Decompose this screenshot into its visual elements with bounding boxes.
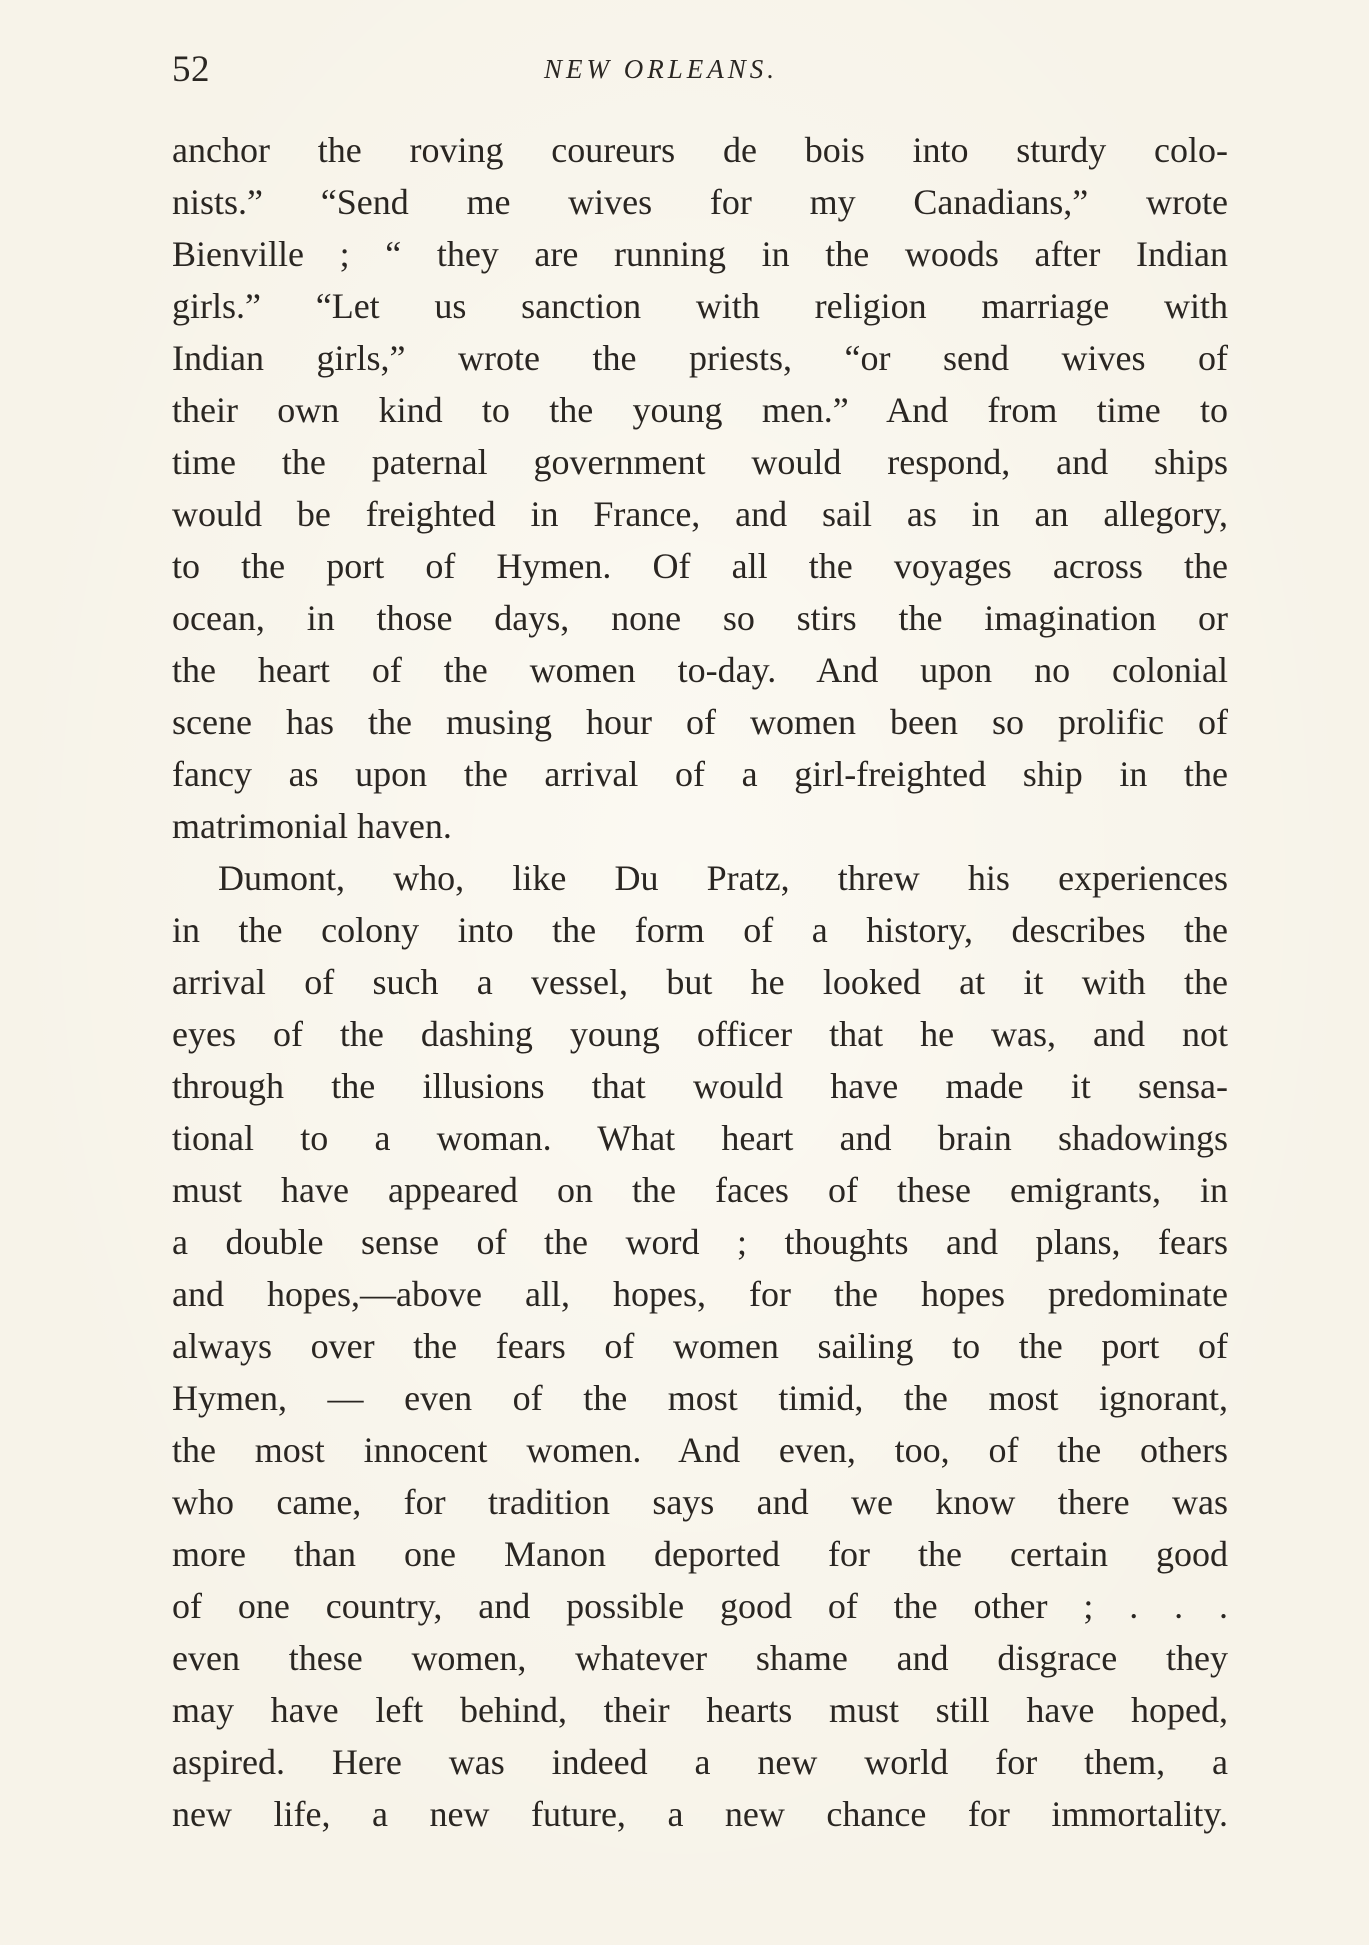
text-line: eyes of the dashing young officer that he was, and not bbox=[172, 1014, 1228, 1054]
text-line: Bienville ; “ they are running in the woods after Indian bbox=[172, 234, 1228, 274]
text-line: even these women, whatever shame and disgrace they bbox=[172, 1638, 1228, 1678]
text-line: of one country, and possible good of the other ; . . . bbox=[172, 1586, 1228, 1626]
text-line: always over the fears of women sailing to the port of bbox=[172, 1326, 1228, 1366]
page-number: 52 bbox=[172, 49, 210, 90]
text-line: more than one Manon deported for the certain good bbox=[172, 1534, 1228, 1574]
page-header bbox=[172, 48, 1228, 108]
text-line: to the port of Hymen. Of all the voyages across the bbox=[172, 546, 1228, 586]
text-line: and hopes,—above all, hopes, for the hopes predominate bbox=[172, 1274, 1228, 1314]
text-line: the heart of the women to-day. And upon no colonial bbox=[172, 650, 1228, 690]
text-line: their own kind to the young men.” And from time to bbox=[172, 390, 1228, 430]
text-line: Hymen, — even of the most timid, the most ignorant, bbox=[172, 1378, 1228, 1418]
text-line: scene has the musing hour of women been so prolific of bbox=[172, 702, 1228, 742]
text-line: in the colony into the form of a history, describes the bbox=[172, 910, 1228, 950]
text-line: new life, a new future, a new chance for immortality. bbox=[172, 1794, 1228, 1834]
text-line: must have appeared on the faces of these emigrants, in bbox=[172, 1170, 1228, 1210]
text-line: the most innocent women. And even, too, of the others bbox=[172, 1430, 1228, 1470]
text-line: a double sense of the word ; thoughts and plans, fears bbox=[172, 1222, 1228, 1262]
text-line: who came, for tradition says and we know there was bbox=[172, 1482, 1228, 1522]
text-line: aspired. Here was indeed a new world for them, a bbox=[172, 1742, 1228, 1782]
text-line: time the paternal government would respond, and ships bbox=[172, 442, 1228, 482]
text-line: Indian girls,” wrote the priests, “or send wives of bbox=[172, 338, 1228, 378]
text-line: through the illusions that would have made it sensa- bbox=[172, 1066, 1228, 1106]
text-line: fancy as upon the arrival of a girl-freighted ship in the bbox=[172, 754, 1228, 794]
paragraph-end-line: matrimonial haven. bbox=[172, 806, 452, 846]
text-line: ocean, in those days, none so stirs the imagination or bbox=[172, 598, 1228, 638]
text-line: anchor the roving coureurs de bois into sturdy colo- bbox=[172, 130, 1228, 170]
paragraph-first-line: Dumont, who, like Du Pratz, threw his experiences bbox=[218, 858, 1228, 898]
text-line: nists.” “Send me wives for my Canadians,” wrote bbox=[172, 182, 1228, 222]
text-line: tional to a woman. What heart and brain shadowings bbox=[172, 1118, 1228, 1158]
text-line: may have left behind, their hearts must still have hoped, bbox=[172, 1690, 1228, 1730]
text-line: girls.” “Let us sanction with religion marriage with bbox=[172, 286, 1228, 326]
running-head: NEW ORLEANS. bbox=[544, 54, 778, 84]
text-line: would be freighted in France, and sail as in an allegory, bbox=[172, 494, 1228, 534]
body-text bbox=[172, 124, 1228, 1840]
text-line: arrival of such a vessel, but he looked at it with the bbox=[172, 962, 1228, 1002]
